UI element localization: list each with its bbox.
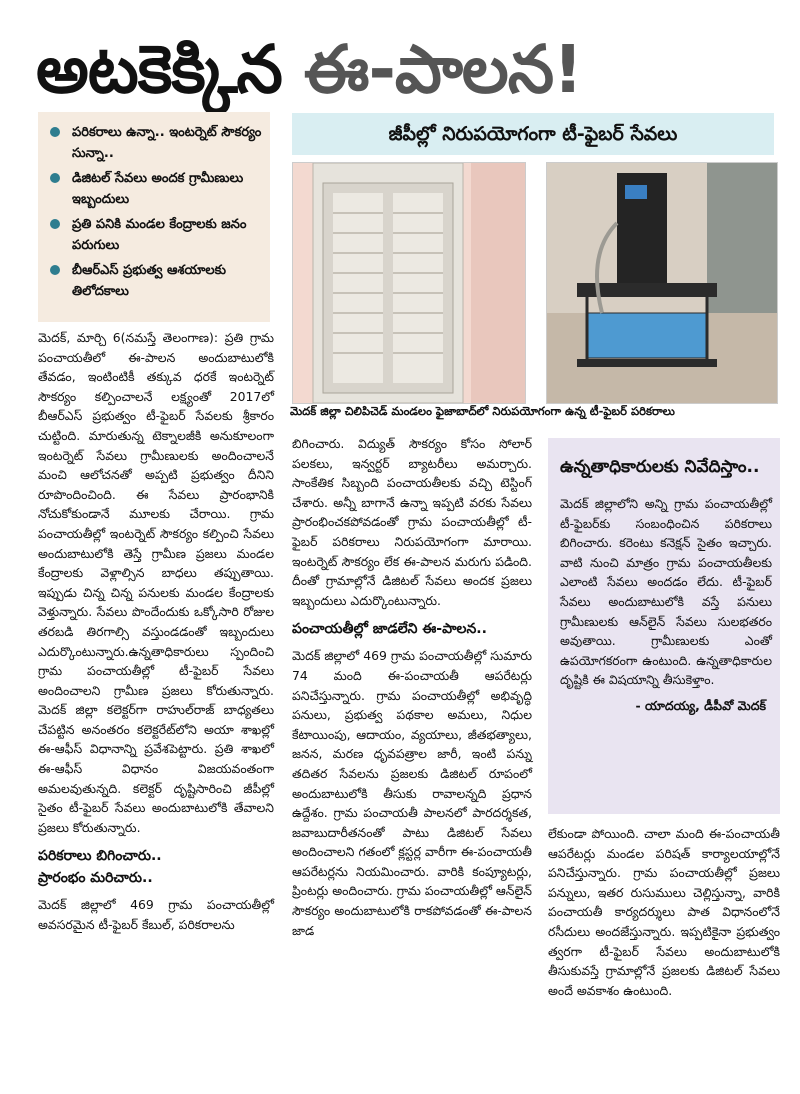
article-paragraph: మెదక్ జిల్లాలో 469 గ్రామ పంచాయతీల్లో సుమారు 74 మంది ఈ-పంచాయతీ ఆపరేటర్లు పనిచేస్తున్నారు. గ్రామ పంచాయతీల్లో అభివృద్ధి పనులు, ప్రభుత్వ పథకాల అమలు, నిధుల కేటాయింపు, ఆదాయం, వ్యయాలు, జీతభత్యాలు, జనన, మరణ ధృవపత్రాల జారీ, ఇంటి పన్ను తదితర సేవలను ప్రజలకు డిజిటల్ రూపంలో అందుబాటులోకి తీసుకు రావాలన్నది ప్రధాన ఉద్దేశం. గ్రామ పంచాయతీ పాలనలో పారదర్శకత, జవాబుదారీతనంతో పాటు డిజిటల్ సేవలు అందించాలని గతంలో క్లస్టర్ల వారీగా ఈ-పంచాయతీ ఆపరేటర్లను నియమించారు. వారికి కంప్యూటర్లు, ప్రింటర్లు అందించారు. గ్రామ పంచాయతీల్లో ఆన్‌లైన్ సౌకర్యం అందుబాటులోకి రాకపోవడంతో ఈ-పాలన జాడ xyxy=(292,648,532,938)
section-heading-devices: పరికరాలు బిగించారు.. ప్రారంభం మరిచారు.. xyxy=(38,848,162,887)
highlight-item: పరికరాలు ఉన్నా.. ఇంటర్నెట్ సౌకర్యం సున్నా.. xyxy=(50,122,264,164)
photo-caption: మెదక్ జిల్లా చిలిపిచెడ్ మండలం ఫైజాబాద్‌లో నిరుపయోగంగా ఉన్న టీ-ఫైబర్ పరికరాలు xyxy=(290,404,675,418)
bullet-icon xyxy=(50,219,60,229)
headline xyxy=(36,30,796,110)
headline-part2: ఈ-పాలన! xyxy=(303,31,583,108)
article-paragraph: మెదక్, మార్చి 6(నమస్తే తెలంగాణ): ప్రతి గ్రామ పంచాయతీలో ఈ-పాలన అందుబాటులోకి తేవడం, ఇంటింటికీ తక్కువ ధరకే ఇంటర్నెట్ సౌకర్యం కల్పించాలనే లక్ష్యంతో 2017లో బీఆర్ఎస్ ప్రభుత్వం టీ-ఫైబర్ సేవలకు శ్రీకారం చుట్టింది. మారుతున్న టెక్నాలజీకి అనుకూలంగా ఇంటర్నెట్ సేవలు గ్రామీణులకు అందించాలనే మంచి ఆలోచనతో అప్పటి ప్రభుత్వం దీనిని రూపొందించింది. ఈ సేవలు ప్రారంభానికి నోచుకోకుండానే మూలకు చేరాయి. గ్రామ పంచాయతీల్లో ఇంటర్నెట్ సౌకర్యం కల్పించి సేవలు అందుబాటులోకి తెస్తే గ్రామీణ ప్రజలు మండల కేంద్రాలకు వెళ్లాల్సిన బాధలు తప్పుతాయి. ఇప్పుడు చిన్న చిన్న పనులకు మండల కేంద్రాలకు వెళ్తున్నారు. సేవలు పొందేందుకు ఒక్కోసారి రోజుల తరబడి తిరగాల్సి వస్తుండడంతో ఇబ్బందులు ఎదుర్కొంటున్నారు.ఉన్నతాధికారులు స్పందించి గ్రామ పంచాయతీల్లో టీ-ఫైబర్ సేవలు అందించాలని గ్రామీణ ప్రజలు కోరుతున్నారు. మెదక్ జిల్లా కలెక్టర్‌గా రాహుల్‌రాజ్ బాధ్యతలు చేపట్టిన అనంతరం కలెక్టరేట్‌లోని అయా శాఖల్లో ఈ-ఆఫీస్ విధానాన్ని ప్రవేశపెట్టారు. ప్రతి శాఖలో ఈ-ఆఫీస్ విధానం విజయవంతంగా అమలవుతున్నది. కలెక్టర్ దృష్టిసారించి జీపీల్లో సైతం టీ-ఫైబర్ సేవలు అందుబాటులోకి తేవాలని ప్రజలు కోరుతున్నారు. xyxy=(38,330,274,835)
bullet-icon xyxy=(50,173,60,183)
fiber-cabinet-illustration xyxy=(293,163,525,403)
quote-box xyxy=(548,438,780,814)
article-paragraph: మెదక్ జిల్లాలో 469 గ్రామ పంచాయతీల్లో అవసరమైన టీ-ఫైబర్ కేబుల్, పరికరాలను xyxy=(38,897,274,933)
bullet-icon xyxy=(50,127,60,137)
article-paragraph: లేకుండా పోయింది. చాలా మంది ఈ-పంచాయతీ ఆపరేటర్లు మండల పరిషత్ కార్యాలయాల్లోనే పనిచేస్తున్నారు. గ్రామ పంచాయతీల్లో ప్రజలు పన్నులు, ఇతర రుసుములు చెల్లిస్తున్నా, వారికి పంచాయతీ కార్యదర్శులు పాత విధానంలోనే రసీదులు అందజేస్తున్నారు. ఇప్పటికైనా ప్రభుత్వం త్వరగా టీ-ఫైబర్ సేవలు అందుబాటులోకి తీసుకువస్తే గ్రామాల్లోనే ప్రజలకు డిజిటల్ సేవలు అందే అవకాశం ఉంటుంది. xyxy=(548,826,780,998)
article-column-3 xyxy=(548,824,780,1000)
article-column-1 xyxy=(38,328,274,935)
article-column-2 xyxy=(292,434,532,940)
quote-box-text: మెదక్ జిల్లాలోని అన్ని గ్రామ పంచాయతీల్లో టీ-ఫైబర్‌కు సంబంధించిన పరికరాలు బిగించారు. కరెంటు కనెక్షన్ సైతం ఇచ్చారు. వాటి నుంచి మాత్రం గ్రామ పంచాయతీలకు ఎలాంటి సేవలు అందడం లేదు. టీ-ఫైబర్ సేవలు అందుబాటులోకి వస్తే పనులు గ్రామీణులకు ఆన్‌లైన్ సేవలు సులభతరం అవుతాయి. గ్రామీణులకు ఎంతో ఉపయోగకరంగా ఉంటుంది. ఉన్నతాధికారుల దృష్టికి ఈ విషయాన్ని తీసుకెళ్తాం. xyxy=(560,496,772,688)
photo-fiber-ups xyxy=(546,162,778,404)
highlights-box xyxy=(38,112,270,322)
ups-battery-illustration xyxy=(547,163,777,403)
bullet-icon xyxy=(50,265,60,275)
article-paragraph: బిగించారు. విద్యుత్ సౌకర్యం కోసం సోలార్ పలకలు, ఇన్వర్టర్ బ్యాటరీలు అమర్చారు. సాంకేతిక సిబ్బంది పంచాయతీలకు వచ్చి టెస్టింగ్ చేశారు. అన్నీ బాగానే ఉన్నా ఇప్పటి వరకు సేవలు ప్రారంభించకపోవడంతో గ్రామ పంచాయతీల్లో టీ-ఫైబర్ పరికరాలు నిరుపయోగంగా మారాయి. ఇంటర్నెట్ సౌకర్యం లేక ఈ-పాలన మరుగు పడింది. దీంతో గ్రామాల్లోనే డిజిటల్ సేవలు అందక ప్రజలు ఇబ్బందులు ఎదుర్కొంటున్నారు. xyxy=(292,436,532,608)
highlight-item: ప్రతి పనికి మండల కేంద్రాలకు జనం పరుగులు xyxy=(50,214,264,256)
quote-signature: - యాదయ్య, డీపీవో మెదక్ xyxy=(635,697,766,713)
photo-fiber-cabinet xyxy=(292,162,526,404)
subheadline: జీపీల్లో నిరుపయోగంగా టీ-ఫైబర్ సేవలు xyxy=(292,113,774,155)
headline-part1: అటకెక్కిన xyxy=(36,31,282,108)
section-heading-epanchayat: పంచాయతీల్లో జాడలేని ఈ-పాలన.. xyxy=(292,621,487,638)
quote-box-title: ఉన్నతాధికారులకు నివేదిస్తాం.. xyxy=(560,457,760,477)
highlight-item: డిజిటల్ సేవలు అందక గ్రామీణులు ఇబ్బందులు xyxy=(50,168,264,210)
highlight-item: బీఆర్ఎస్ ప్రభుత్వ ఆశయాలకు తిలోదకాలు xyxy=(50,260,264,302)
